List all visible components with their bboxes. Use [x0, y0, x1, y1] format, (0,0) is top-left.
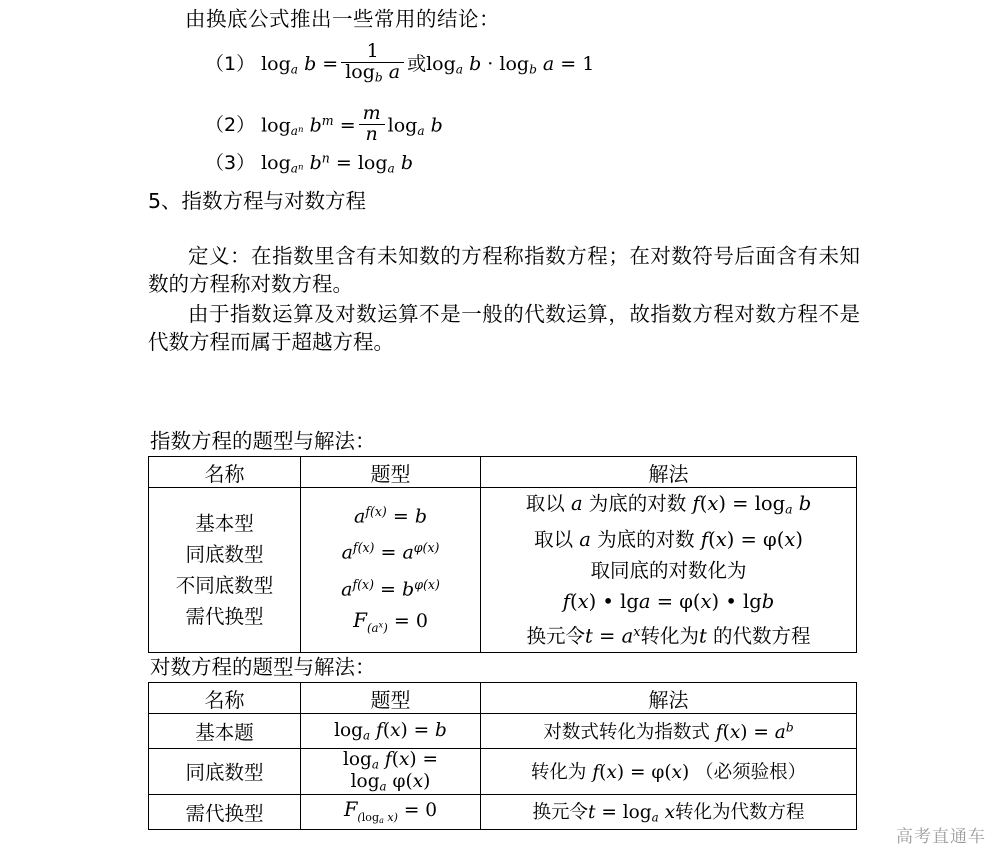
type-sub-lp: (	[366, 621, 372, 636]
type-basic-eq: =	[392, 505, 409, 528]
ls-sub-word: 换元令	[532, 802, 588, 824]
lt-sb-f: f	[384, 749, 392, 770]
ls-sb-x: x	[606, 762, 617, 784]
table-header-row	[149, 683, 857, 714]
ls-basic-a: a	[774, 722, 786, 743]
ls-sub-t: t	[587, 802, 596, 824]
sol-basic-logbase: a	[785, 501, 793, 517]
sol-sb-rp: )	[726, 528, 735, 552]
type-sb-exp2	[414, 540, 440, 555]
formula-1-term3-log: log	[499, 53, 530, 76]
type-basic-lp: (	[369, 503, 375, 519]
type-basic-exp	[365, 504, 387, 519]
lt-sub-eq: =	[403, 800, 420, 822]
formula-2-base-exponent: n	[298, 124, 304, 135]
exponential-types-cell	[301, 488, 481, 653]
sol-sb-take: 取以	[534, 528, 574, 552]
solution-basic	[481, 488, 856, 524]
sol-sb-phi: φ	[763, 528, 777, 552]
sol-sub-conv: 转化为	[640, 625, 699, 649]
sol-sub-t2: t	[698, 625, 707, 649]
lt-basic-x: x	[390, 719, 401, 741]
sol-lg-eq: =	[656, 590, 674, 614]
type-substitution	[301, 605, 480, 644]
type-sb-a1: a	[341, 541, 353, 564]
formula-2-rhs-log: log	[387, 114, 418, 137]
table-row	[149, 714, 857, 749]
header-type: 题型	[301, 683, 481, 714]
sol-lg-lg1: lg	[620, 590, 639, 614]
formula-3-rhs-arg: b	[400, 152, 414, 174]
sol-sub-x: x	[633, 625, 641, 641]
header-solution: 解法	[481, 457, 857, 488]
sol-lg-dot2: •	[725, 590, 737, 614]
formula-3-arg-exponent: n	[321, 150, 330, 166]
formula-3-log: log	[261, 152, 291, 174]
formula-2-arg-exponent: m	[321, 112, 334, 128]
formula-3-base-exponent: n	[298, 162, 304, 173]
logarithmic-table-caption: 对数方程的题型与解法：	[150, 655, 376, 679]
sol-basic-a: a	[570, 492, 583, 515]
type-sub-rp: )	[383, 621, 388, 636]
formula-1-rhs: 1	[582, 53, 595, 76]
solution-lg-equation	[481, 586, 856, 617]
paragraph-note: 由于指数运算及对数运算不是一般的代数运算，故指数方程对数方程不是代数方程而属于超越方程。	[148, 302, 860, 354]
type-sb-lp: (	[357, 540, 363, 556]
ls-basic-word: 对数式转化为指数式	[543, 722, 710, 743]
sol-lg-phi: φ	[679, 590, 693, 614]
sol-lg-rp2: )	[711, 590, 720, 614]
lt-basic-log: log	[334, 719, 364, 741]
lt-sub-script	[357, 811, 398, 824]
solution-same-base	[481, 524, 856, 555]
sol-basic-asbase: 为底的对数	[588, 492, 687, 515]
log-name-basic: 基本题	[149, 714, 301, 749]
sol-basic-eq: =	[732, 492, 749, 515]
sol-sb-x2: x	[784, 528, 796, 552]
header-solution: 解法	[481, 683, 857, 714]
lt-sb-log2: log	[350, 771, 380, 793]
log-solution-substitution	[481, 794, 857, 829]
ls-sb-phi: φ	[651, 762, 665, 784]
type-same-base	[301, 532, 480, 569]
section-heading: 5、指数方程与对数方程	[148, 189, 367, 213]
watermark: 高考直通车	[896, 827, 986, 847]
name-basic: 基本型	[195, 512, 254, 536]
logarithmic-equation-table	[148, 682, 857, 830]
type-db-lp: (	[357, 576, 363, 592]
type-sb-rp: )	[369, 540, 375, 556]
name-same-base: 同底数型	[185, 543, 264, 567]
sol-lg-rp: )	[588, 590, 597, 614]
sol-lg-b: b	[761, 590, 775, 614]
type-sub-eq: =	[393, 610, 410, 633]
ls-sub-x: x	[664, 802, 676, 824]
ls-sub-base: a	[651, 810, 659, 825]
ls-basic-lp: (	[722, 722, 730, 743]
type-db-x2: x	[427, 576, 435, 592]
lt-basic-rp: )	[400, 719, 408, 741]
lt-sb-x: x	[398, 749, 410, 770]
exponential-names-cell	[149, 488, 301, 653]
sol-sub-a: a	[621, 625, 634, 649]
formula-2-rhs-base: a	[417, 123, 425, 138]
lt-basic-b: b	[435, 719, 447, 741]
sol-basic-x: x	[707, 492, 719, 515]
log-solution-same-base	[481, 749, 857, 795]
ls-sb-rp2: )	[681, 762, 690, 784]
formula-1-term2-arg: b	[469, 53, 482, 76]
log-name-same-base: 同底数型	[149, 749, 301, 795]
ls-basic-eq: =	[753, 722, 769, 743]
type-db-a: a	[341, 578, 353, 601]
sol-lg-f: f	[562, 590, 570, 614]
sol-lg-x2: x	[700, 590, 712, 614]
type-db-lp2: (	[422, 576, 428, 592]
ls-sb-lp: (	[599, 762, 607, 784]
type-sb-x2: x	[427, 540, 435, 556]
type-sb-x: x	[362, 540, 370, 556]
log-type-substitution	[301, 794, 481, 829]
sol-sub-eq: =	[599, 625, 616, 649]
formula-1	[205, 40, 595, 86]
formula-1-arg: b	[304, 53, 317, 76]
formula-3-arg: b	[309, 152, 322, 174]
lt-sb-x2: x	[412, 771, 424, 793]
lt-sb-phi: φ	[392, 771, 406, 793]
lt-basic-lp: (	[382, 719, 391, 741]
type-db-f: f	[352, 576, 358, 592]
type-sub-zero: 0	[415, 610, 428, 633]
formula-1-term2-log: log	[426, 53, 456, 76]
lt-sb-base2: a	[379, 779, 387, 794]
type-db-rp: )	[369, 576, 374, 592]
sol-lg-lp: (	[569, 590, 578, 614]
header-name: 名称	[149, 457, 301, 488]
exponential-table-caption: 指数方程的题型与解法：	[150, 429, 376, 453]
ls-sb-rp: )	[616, 762, 625, 784]
formula-2-arg: b	[309, 114, 322, 137]
formula-3	[205, 148, 413, 175]
formula-3-equals: =	[335, 152, 352, 174]
sol-basic-b: b	[798, 492, 812, 515]
exponential-equation-table	[148, 456, 857, 653]
lt-basic-eq: =	[413, 719, 430, 741]
type-db-eq: =	[380, 578, 396, 601]
sol-basic-take: 取以	[525, 492, 565, 515]
type-basic-f: f	[365, 503, 370, 519]
formula-2-numerator: m	[362, 102, 381, 125]
formula-1-base: a	[290, 62, 299, 77]
formula-2-denominator: n	[359, 124, 385, 145]
lt-sub-F: F	[343, 798, 358, 822]
table-row	[149, 749, 857, 795]
type-db-rp2: )	[434, 576, 440, 592]
formula-1-den-log: log	[345, 61, 375, 84]
sol-sub-t: t	[584, 625, 593, 649]
type-sb-rp2: )	[434, 540, 440, 556]
type-basic-b: b	[414, 505, 427, 528]
ls-sb-f: f	[592, 762, 600, 784]
formula-2-fraction	[359, 104, 385, 145]
type-sub-x: x	[378, 620, 384, 631]
ls-basic-x: x	[729, 722, 741, 743]
sol-lg-lp2: (	[692, 590, 701, 614]
lt-sb-lp: (	[391, 749, 399, 770]
sol-sb-rp2: )	[795, 528, 803, 552]
table-header-row	[149, 457, 857, 488]
formula-2-equals: =	[339, 114, 356, 137]
table-row	[149, 794, 857, 829]
ls-sb-x2: x	[671, 762, 682, 784]
formula-3-rhs-log: log	[357, 152, 388, 174]
type-basic	[301, 496, 480, 533]
formula-3-base: a	[290, 161, 299, 176]
type-sb-lp2: (	[422, 540, 428, 556]
lt-sb-rp: )	[409, 749, 417, 770]
type-basic-x: x	[374, 503, 382, 519]
sol-basic-lp: (	[699, 492, 708, 515]
formula-1-den-arg: a	[388, 61, 401, 84]
intro-line: 由换底公式推出一些常用的结论：	[185, 7, 500, 31]
formula-1-equals-2: =	[560, 53, 577, 76]
formula-1-den-base: b	[374, 70, 383, 85]
sol-sub-word: 换元令	[526, 625, 585, 649]
exponential-solutions-cell	[481, 488, 857, 653]
sol-sb-eq: =	[740, 528, 757, 552]
formula-2-rhs-arg: b	[430, 114, 443, 137]
formula-1-number: （1）	[205, 53, 256, 76]
sol-sub-alg: 的代数方程	[713, 625, 811, 649]
lt-sb-log1: log	[343, 749, 372, 770]
name-substitution: 需代换型	[185, 605, 264, 629]
ls-sb-check: （必须验根）	[695, 762, 807, 784]
header-name: 名称	[149, 683, 301, 714]
sol-lg-dot1: •	[602, 590, 614, 614]
type-sb-f: f	[352, 540, 358, 556]
lt-sb-lp2: (	[405, 771, 413, 793]
formula-2	[205, 102, 443, 147]
ls-basic-rp: )	[740, 722, 748, 743]
lt-sub-x: x	[387, 810, 394, 824]
formula-1-dot: ·	[487, 53, 494, 76]
ls-basic-bexp: b	[785, 720, 794, 735]
ls-basic-f: f	[715, 722, 723, 743]
formula-1-conjunction: 或	[407, 53, 427, 76]
formula-1-denominator	[341, 62, 404, 84]
lt-sb-eq: =	[422, 749, 438, 770]
formula-3-number: （3）	[205, 152, 256, 174]
type-db-phi: φ	[414, 576, 423, 592]
type-sub-a: a	[371, 621, 379, 636]
lt-sub-lp: (	[357, 810, 362, 824]
name-diff-base: 不同底数型	[175, 574, 274, 598]
sol-sb-lp2: (	[776, 528, 785, 552]
sol-basic-log: log	[754, 492, 786, 515]
sol-lg-x: x	[577, 590, 589, 614]
sol-lg-lg2: lg	[743, 590, 762, 614]
type-sb-phi: φ	[413, 540, 423, 556]
log-type-basic	[301, 714, 481, 749]
sol-basic-rp: )	[718, 492, 726, 515]
sol-sb-a: a	[579, 528, 591, 552]
lt-basic-f: f	[375, 719, 383, 741]
solution-substitution	[481, 617, 856, 652]
formula-1-numerator: 1	[366, 40, 379, 63]
sol-sb-f: f	[700, 528, 709, 552]
type-basic-a: a	[353, 505, 366, 528]
table-row	[149, 488, 857, 653]
lt-basic-base: a	[363, 728, 371, 743]
header-type: 题型	[301, 457, 481, 488]
type-basic-rp: )	[381, 503, 387, 519]
formula-2-base: a	[290, 123, 299, 138]
lt-sub-base: a	[379, 815, 384, 825]
lt-sb-rp2: )	[423, 771, 431, 793]
type-diff-base	[301, 569, 480, 606]
lt-sub-log: log	[361, 810, 380, 824]
type-db-exp2	[414, 577, 440, 592]
sol-lg-a: a	[638, 590, 651, 614]
formula-3-rhs-base: a	[387, 161, 395, 176]
sol-sb-x: x	[715, 528, 727, 552]
lt-sb-base1: a	[371, 757, 379, 772]
formula-2-number: （2）	[205, 114, 256, 137]
ls-sb-lp2: (	[664, 762, 672, 784]
type-db-b: b	[402, 578, 415, 601]
type-sub-script	[367, 621, 388, 635]
solution-same-base-log: 取同底的对数化为	[590, 559, 747, 583]
type-sb-exp1	[353, 540, 375, 555]
formula-1-equals: =	[322, 53, 339, 76]
type-db-x: x	[362, 576, 370, 592]
type-sb-eq: =	[380, 541, 397, 564]
log-solution-basic	[481, 714, 857, 749]
formula-2-log: log	[261, 114, 291, 137]
type-sub-F: F	[353, 608, 367, 633]
type-sb-a2: a	[402, 541, 414, 564]
sol-basic-f: f	[692, 492, 700, 515]
formula-1-fraction	[341, 42, 404, 84]
sol-sb-asbase: 为底的对数	[597, 528, 695, 552]
sol-sb-lp: (	[708, 528, 716, 552]
lt-sub-rp: )	[393, 810, 398, 824]
log-type-same-base	[301, 749, 481, 795]
type-db-exp1	[353, 577, 375, 592]
ls-sub-alg: 转化为代数方程	[675, 802, 805, 824]
formula-1-log: log	[261, 53, 291, 76]
ls-sub-log: log	[622, 802, 652, 824]
log-name-substitution: 需代换型	[149, 794, 301, 829]
formula-1-term3-arg: a	[542, 53, 555, 76]
formula-1-term3-base: b	[529, 62, 537, 77]
ls-sb-word: 转化为	[530, 762, 587, 784]
formula-1-term2-base: a	[455, 62, 464, 77]
ls-sb-eq: =	[629, 762, 646, 784]
lt-sub-zero: 0	[425, 800, 438, 822]
ls-sub-eq: =	[601, 802, 617, 824]
paragraph-definition: 定义：在指数里含有未知数的方程称指数方程；在对数符号后面含有未知数的方程称对数方程。	[148, 244, 860, 296]
